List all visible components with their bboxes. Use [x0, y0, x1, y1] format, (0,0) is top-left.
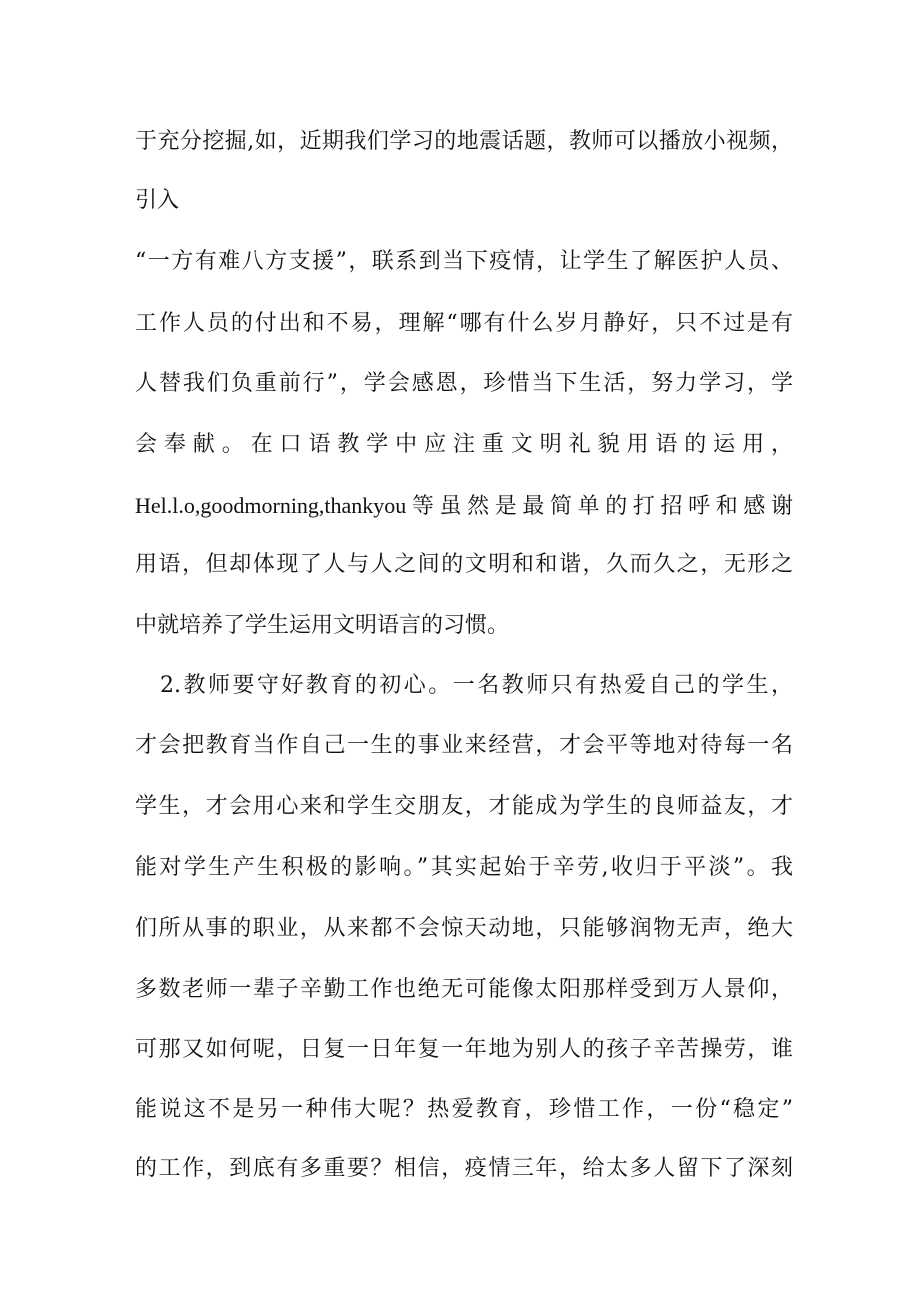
text-line: 用语，但却体现了人与人之间的文明和和谐，久而久之，无形之 — [135, 552, 793, 577]
text-line: 能对学生产生积极的影响。”其实起始于辛劳,收归于平淡”。我 — [135, 855, 793, 880]
text-line: 可那又如何呢，日复一日年复一年地为别人的孩子辛苦操劳，谁 — [135, 1037, 793, 1062]
text-line: 多数老师一辈子辛勤工作也绝无可能像太阳那样受到万人景仰， — [135, 977, 793, 1002]
text-line: 才会把教育当作自己一生的事业来经营，才会平等地对待每一名 — [135, 733, 793, 758]
text-line: 的工作，到底有多重要？相信，疫情三年，给太多人留下了深刻 — [135, 1156, 793, 1181]
text-line: 会奉献。在口语教学中应注重文明礼貌用语的运用， — [135, 432, 793, 457]
text-line: Hel.l.o,goodmorning,thankyou等虽然是最简单的打招呼和感谢 — [135, 493, 793, 518]
text-line: 能说这不是另一种伟大呢？热爱教育，珍惜工作，一份“稳定” — [135, 1097, 793, 1122]
text-line: 人替我们负重前行”，学会感恩，珍惜当下生活，努力学习，学 — [135, 371, 793, 396]
text-line: 学生，才会用心来和学生交朋友，才能成为学生的良师益友，才 — [135, 794, 793, 819]
paragraph-heading-line: 2.教师要守好教育的初心。一名教师只有热爱自己的学生， — [160, 673, 793, 698]
text-line: “一方有难八方支援”，联系到当下疫情，让学生了解医护人员、 — [135, 249, 793, 274]
text-line: 们所从事的职业，从来都不会惊天动地，只能够润物无声，绝大 — [135, 916, 793, 941]
text-line: 引入 — [135, 188, 180, 213]
text-line: 于充分挖掘,如，近期我们学习的地震话题，教师可以播放小视频， — [135, 129, 793, 154]
text-line: 工作人员的付出和不易，理解“哪有什么岁月静好，只不过是有 — [135, 311, 793, 336]
text-line: 中就培养了学生运用文明语言的习惯。 — [135, 613, 510, 638]
